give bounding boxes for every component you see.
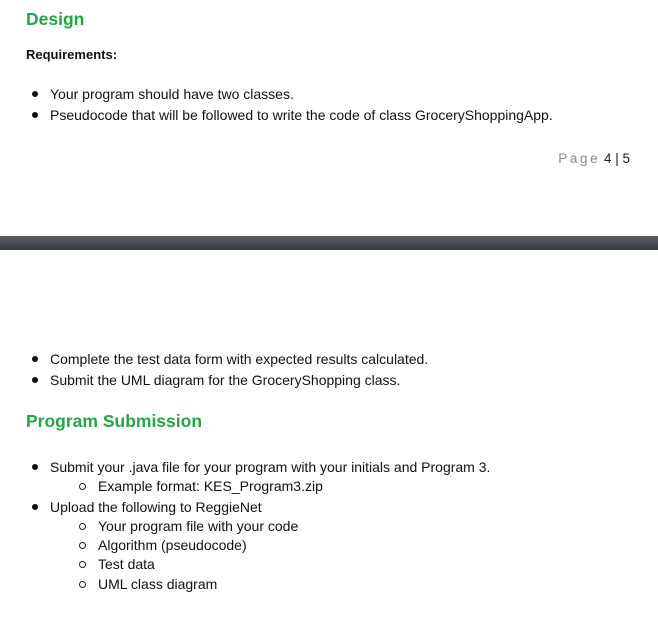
document-page-4 (0, 0, 658, 236)
submission-item-java-file: Submit your .java file for your program with your initials and Program 3. (50, 459, 491, 475)
requirement-item-uml: Submit the UML diagram for the GroceryShopping class. (50, 372, 401, 388)
requirement-item-pseudocode: Pseudocode that will be followed to write the code of class GroceryShoppingApp. (50, 107, 553, 123)
document-page-5 (0, 250, 658, 643)
bullet-icon (32, 504, 38, 510)
bullet-icon (32, 91, 38, 97)
sub-bullet-icon (79, 561, 86, 568)
upload-subitem-program-file: Your program file with your code (98, 518, 299, 534)
bullet-icon (32, 464, 38, 470)
bullet-icon (32, 377, 38, 383)
requirement-item-classes: Your program should have two classes. (50, 86, 294, 102)
design-heading: Design (26, 9, 85, 29)
upload-subitem-algorithm: Algorithm (pseudocode) (98, 537, 247, 553)
upload-subitem-uml: UML class diagram (98, 576, 218, 592)
submission-item-upload: Upload the following to ReggieNet (50, 499, 262, 515)
bullet-icon (32, 112, 38, 118)
bullet-icon (32, 356, 38, 362)
program-submission-heading: Program Submission (26, 411, 203, 431)
page-footer (558, 151, 630, 166)
page-number: 4 | 5 (603, 151, 630, 166)
page-separator (0, 236, 658, 250)
submission-subitem-example: Example format: KES_Program3.zip (98, 478, 323, 494)
sub-bullet-icon (79, 581, 86, 588)
sub-bullet-icon (79, 542, 86, 549)
requirements-subheading: Requirements: (26, 47, 118, 62)
page-label: Page (558, 151, 601, 166)
sub-bullet-icon (79, 523, 86, 530)
requirement-item-test-data: Complete the test data form with expected results calculated. (50, 351, 429, 367)
sub-bullet-icon (79, 483, 86, 490)
upload-subitem-test-data: Test data (98, 556, 155, 572)
